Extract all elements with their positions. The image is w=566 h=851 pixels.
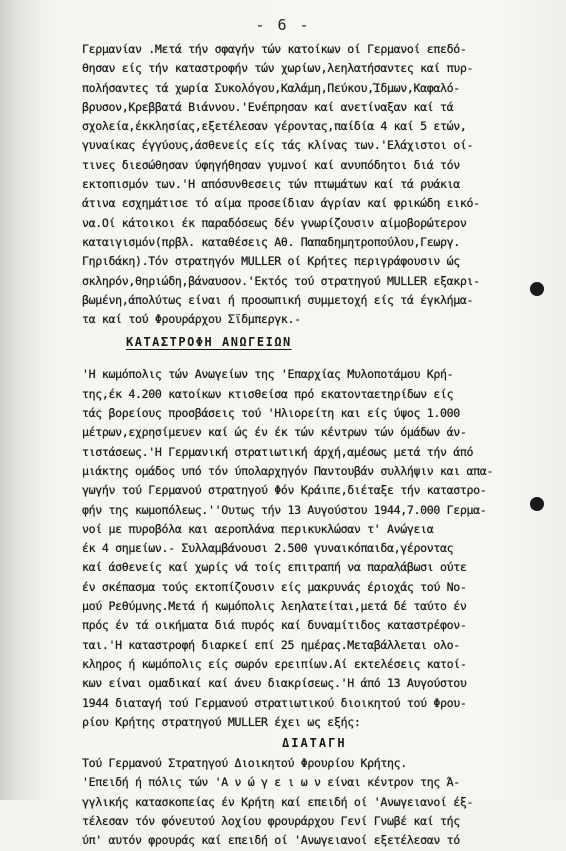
text-line: Τού Γερμανού Στρατηγού Διοικητού Φρουρίου Κρήτης. — [82, 756, 407, 771]
text-line: 1944 διαταγή τού Γερμανού στρατιωτικού διοικητού τού Φρου- — [82, 695, 467, 710]
text-line: μού Ρεθύμνης.Μετά ή κωμόπολις λεηλατείται,μετά δέ ταύτο έν — [82, 599, 467, 614]
text-line: 'Η κωμόπολις τών Ανωγείων της 'Επαρχίας Μυλοποτάμου Κρή- — [82, 367, 454, 382]
text-line: ρίου Κρήτης στρατηγού MULLER έχει ως εξής: — [82, 714, 361, 729]
text-line: γυναίκας έγγύους,άσθενείς είς τάς κλίνας των.'Ελάχιστοι οί- — [82, 138, 474, 153]
text-line: θησαν είς τήν καταστροφήν τών χωρίων,λεηλατήσαντες καί πυρ- — [82, 61, 474, 76]
text-line: ται.'Η καταστροφή διαρκεί επί 25 ημέρας.Μεταβάλλεται ολο- — [82, 637, 460, 652]
text-line: ύπ' αυτόν φρουράς καί επειδή οί 'Ανωγειανοί εξετέλεσαν τό — [82, 833, 460, 848]
text-line: τέλεσαν τόν φόνευτού λοχίου φρουράρχου Γενί Γνωβέ καί τής — [82, 813, 460, 828]
text-line: γωγήν τού Γερμανού στρατηγού Φόν Κράιπε,διέταξε τήν καταστρο- — [82, 483, 487, 498]
text-line: εκτοπισμόν των.'Η απόσυνθεσεις τών πτωμάτων καί τά ρυάκια — [82, 177, 460, 192]
text-line: σκληρόν,θηριώδη,βάναυσον.'Εκτός τού στρατηγού MULLER εξακρι- — [82, 273, 480, 288]
text-line: καταιγισμόν(πρβλ. καταθέσεις Αθ. Παπαδημητροπούλου,Γεωργ. — [82, 234, 460, 249]
text-line: τα καί τού Φρουράρχου Σϊδμπεργκ.- — [82, 312, 301, 327]
text-line: Γερμανίαν .Μετά τήν σφαγήν τών κατοίκων οί Γερμανοί επεδό- — [82, 42, 467, 56]
text-line: τιστάσεως.'Η Γερμανική στρατιωτική άρχή,αμέσως μετά τήν άπό — [82, 444, 474, 459]
scan-edge-shadow — [0, 0, 40, 800]
text-line: κληρος ή κωμόπολις είς σωρόν ερειπίων.Αί εκτελέσεις κατοί- — [82, 656, 467, 671]
text-line: πολήσαντες τά χωρία Συκολόγου,Καλάμη,Πεύκου,Ίδμων,Καφαλό- — [82, 80, 460, 95]
heading-diatagi: ΔΙΑΤΑΓΗ — [282, 736, 347, 751]
page-number: - 6 - — [255, 16, 311, 34]
text-line: 'Επειδή ή πόλις τών 'Α ν ώ γ ε ι ω ν είναι κέντρον της Ά- — [82, 775, 460, 790]
text-line: έκ 4 σημείων.- Συλλαμβάνουσι 2.500 γυναικόπαιδα,γέροντας — [82, 541, 454, 556]
text-line: Γηριδάκη).Τόν στρατηγόν MULLER οί Κρήτες περιγράφουσιν ώς — [82, 254, 460, 269]
text-line: σχολεία,έκκλησίας,εξετέλεσαν γέροντας,παίδία 4 καί 5 ετών, — [82, 119, 467, 134]
text-line: άτινα εσχημάτισε τό αίμα προσείδιαν άγρίαν καί φρικώδη εικό- — [82, 196, 480, 211]
binder-hole-bottom — [530, 497, 544, 511]
text-line: τάς βορείους προσβάσεις τού 'Ηλιορείτη και είς ύψος 1.000 — [82, 406, 460, 421]
document-body — [82, 40, 542, 851]
paragraph-anogeia — [82, 365, 542, 732]
paragraph-sfagi — [82, 40, 542, 329]
text-line: βωμένη,άπολύτως είναι ή προσωπική συμμετοχή είς τά έγκλήμα- — [82, 292, 474, 307]
binder-hole-top — [530, 282, 544, 296]
heading-katastrofi-anogeion: ΚΑΤΑΣΤΡΟΦΗ ΑΝΩΓΕΙΩΝ — [126, 335, 292, 350]
text-line: μιάκτης ομάδος υπό τόν ύπολαρχηγόν Παντουβάν συλλήψιν και απα- — [82, 463, 494, 478]
text-line: να.Οί κάτοικοι έκ παραδόσεως δέν γνωρίζουσιν αίμοβορώτερον — [82, 215, 467, 230]
text-line: φήν της κωμοπόλεως.''Ουτως τήν 13 Αυγούστου 1944,7.000 Γερμα- — [82, 502, 487, 517]
text-line: της,έκ 4.200 κατοίκων κτισθείσα πρό εκατονταετηρίδων είς — [82, 386, 454, 401]
text-line: έν σκέπασμα τούς εκτοπίζουσιν είς μακρυνάς έριοχάς τού Νο- — [82, 579, 467, 594]
text-line: βρυσον,Κρεββατά Βιάννου.'Ενέπρησαν καί ανετίναξαν καί τά — [82, 99, 454, 114]
text-line: μέτρων,εχρησίμευεν καί ώς έν έκ τών κέντρων τών όμάδων άν- — [82, 425, 467, 440]
text-line: νοί με πυροβόλα και αεροπλάνα περικυκλώσαν τ' Ανώγεια — [82, 521, 434, 536]
spacer — [82, 355, 542, 365]
paragraph-diatagi — [82, 754, 542, 850]
text-line: τινες διεσώθησαν ύφηγήθησαν γυμνοί καί ανυπόδητοι διά τόν — [82, 157, 460, 172]
text-line: γγλικής κατασκοπείας έν Κρήτη καί επειδή οί 'Ανωγειανοί έξ- — [82, 794, 474, 809]
text-line: καί άσθενείς καί χωρίς νά τοίς επιτραπή να παραλάβωσι ούτε — [82, 560, 467, 575]
text-line: πρός έν τά οικήματα διά πυρός καί δυναμίτιδος καταστρέφον- — [82, 618, 467, 633]
text-line: κων είναι ομαδικαί καί άνευ διακρίσεως.'Η άπό 13 Αυγούστου — [82, 676, 467, 691]
